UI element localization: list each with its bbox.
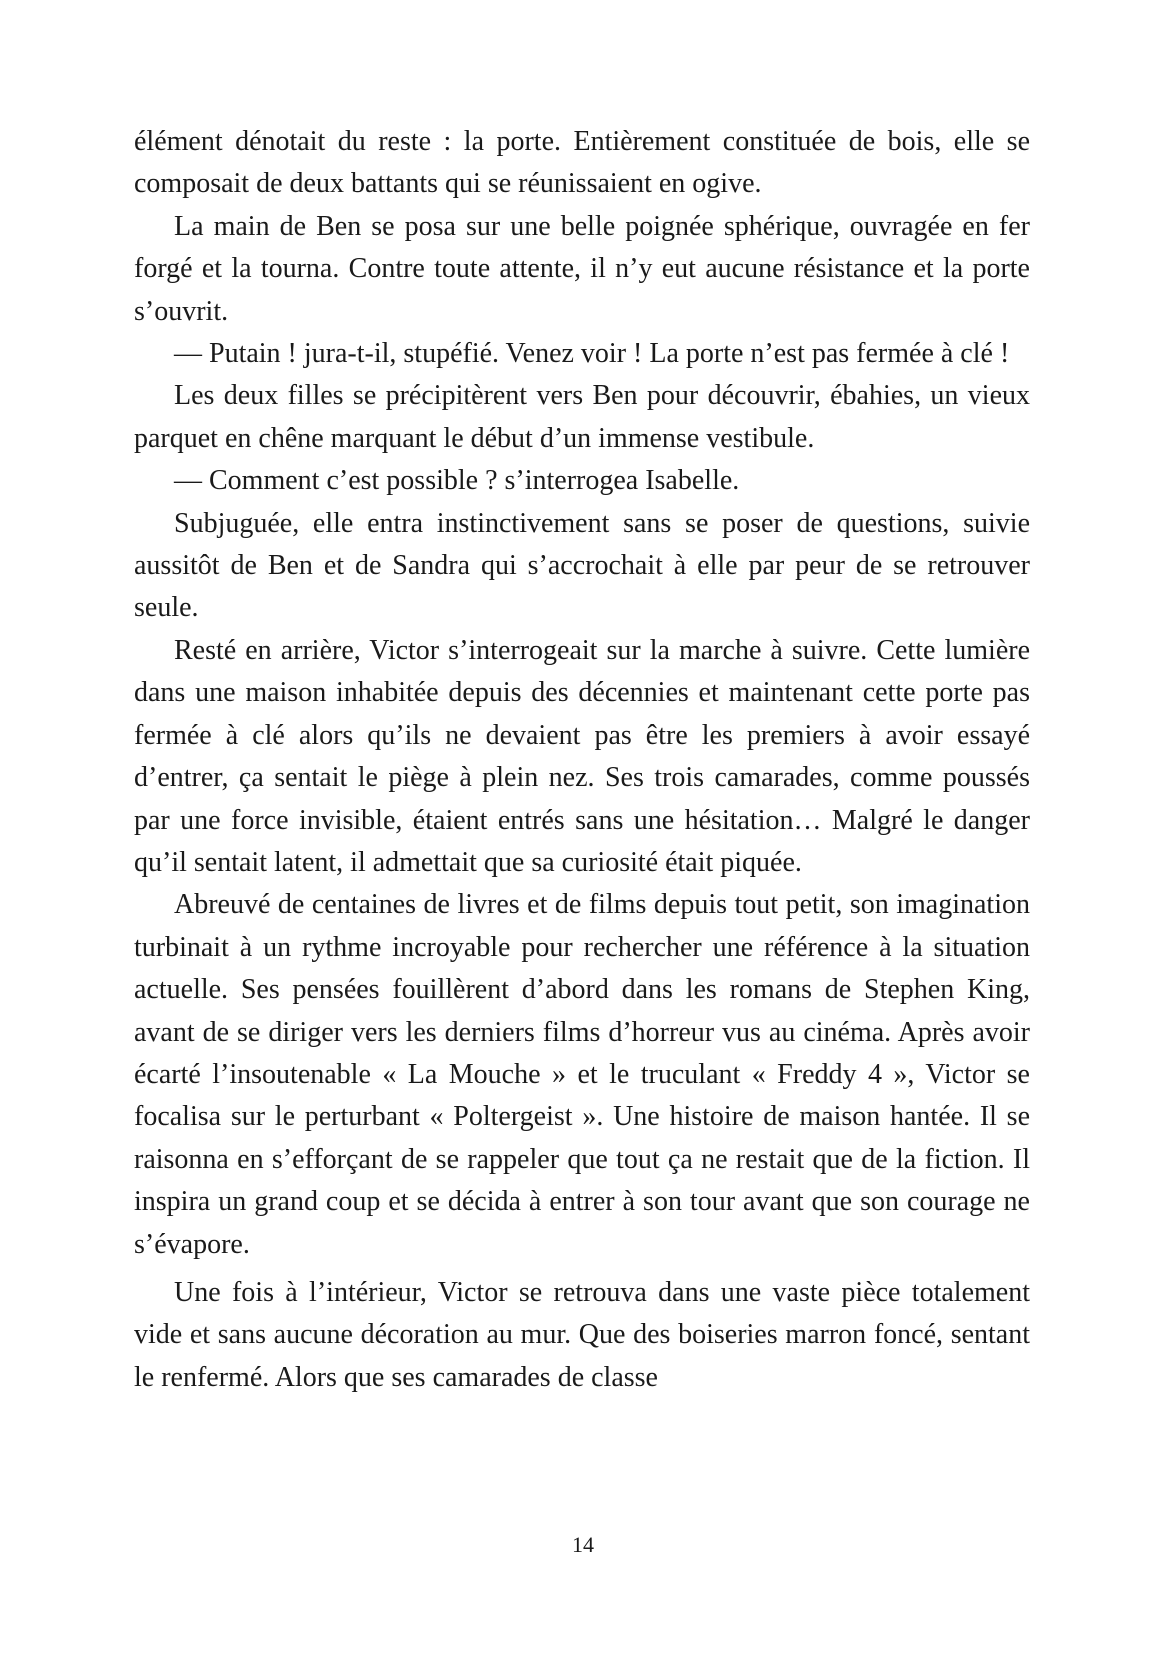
paragraph-victor-hesitates: Resté en arrière, Victor s’interrogeait sur la marche à suivre. Cette lumière dans une maison inhabitée depuis des décennies et maintenant cette porte pas fermée à clé alors qu’ils ne devaient pas être les premiers à avoir essayé d’entrer, ça sentait le piège à plein nez. Ses trois camarades, comme poussés par une force invisible, étaient entrés sans une hésitation… Malgré le danger qu’il sentait latent, il admettait que sa curiosité était piquée. [134, 634, 1030, 878]
paragraph-ben-opens-door: La main de Ben se posa sur une belle poignée sphérique, ouvragée en fer forgé et la tourna. Contre toute attente, il n’y eut aucune résistance et la porte s’ouvrit. [134, 210, 1030, 327]
page-body [134, 121, 1030, 1399]
paragraph-victor-inside: Une fois à l’intérieur, Victor se retrouva dans une vaste pièce totalement vide et sans aucune décoration au mur. Que des boiseries marron foncé, sentant le renfermé. Alors que ses camarades de classe [134, 1276, 1030, 1393]
paragraph-isabelle-enters: Subjuguée, elle entra instinctivement sans se poser de questions, suivie aussitôt de Ben et de Sandra qui s’accrochait à elle par peur de se retrouver seule. [134, 507, 1030, 624]
paragraph-continuation: élément dénotait du reste : la porte. Entièrement constituée de bois, elle se composait de deux battants qui se réunissaient en ogive. [134, 126, 1030, 200]
paragraph-girls-rush: Les deux filles se précipitèrent vers Ben pour découvrir, ébahies, un vieux parquet en chêne marquant le début d’un immense vestibule. [134, 380, 1030, 454]
dialogue-isabelle: — Comment c’est possible ? s’interrogea Isabelle. [174, 465, 740, 497]
dialogue-ben: — Putain ! jura-t-il, stupéfié. Venez voir ! La porte n’est pas fermée à clé ! [174, 338, 1010, 370]
page-number: 14 [572, 1532, 594, 1557]
paragraph-victor-references: Abreuvé de centaines de livres et de films depuis tout petit, son imagination turbinait à un rythme incroyable pour rechercher une référence à la situation actuelle. Ses pensées fouillèrent d’abord dans les romans de Stephen King, avant de se diriger vers les derniers films d’horreur vus au cinéma. Après avoir écarté l’insoutenable « La Mouche » et le truculant « Freddy 4 », Victor se focalisa sur le perturbant « Poltergeist ». Une histoire de maison hantée. Il se raisonna en s’efforçant de se rappeler que tout ça ne restait que de la fiction. Il inspira un grand coup et se décida à entrer à son tour avant que son courage ne s’évapore. [134, 889, 1030, 1260]
